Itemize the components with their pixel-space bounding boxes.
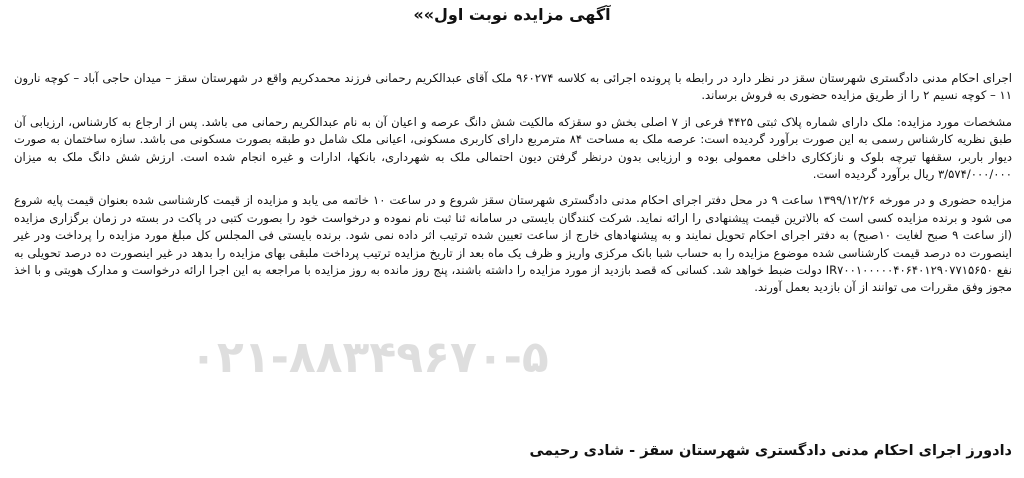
notice-signature: دادورز اجرای احکام مدنی دادگستری شهرستان سقز - شادی رحیمی [529,443,1012,459]
notice-body [14,70,1012,306]
notice-title: آگهی مزایده نوبت اول»» [413,5,611,24]
notice-paragraph-auction-terms: مزایده حضوری و در مورخه ۱۳۹۹/۱۲/۲۶ ساعت ۹ در محل دفتر اجرای احکام مدنی دادگستری شهرستان سقز شروع و در ساعت ۱۰ خاتمه می یابد و مزایده از قیمت کارشناسی شده بعنوان قیمت پایه شروع می شود و برنده مزایده کسی است که بالاترین قیمت پیشنهادی را ارائه نماید. شرکت کنندگان بایستی در سامانه ثنا ثبت نام نموده و درخواست خود را بصورت کتبی در پاکت در بسته در زمان برگزاری مزایده (از ساعت ۹ صبح لغایت ۱۰صبح) به دفتر اجرای احکام تحویل نمایند و به پیشنهادهای خارج از ساعت تعیین شده ترتیب اثر داده نمی شود. برنده بایستی فی المجلس کل مبلغ مورد مزایده را پرداخت ودر غیر اینصورت ده درصد قیمت کارشناسی شده موضوع مزایده را به حساب شبا بانک مرکزی واریز و ظرف یک ماه بعد از تاریخ مزایده ترتیب پرداخت ملبقی بهای مزایده را بدهد در غیر اینصورت ده درصد تحویلی به نفع IR۷۰۰۱۰۰۰۰۰۴۰۶۴۰۱۲۹۰۷۷۱۵۶۵۰ دولت ضبط خواهد شد. کسانی که قصد بازدید از مورد مزایده را داشته باشند، پنج روز مانده به روز مزایده با مراجعه به این اجرا ارائه درخواست و مدارک هویتی و با اخذ مجوز وفق مقررات می توانند از آن بازدید بعمل آورند. [14,193,1013,295]
notice-paragraph-intro: اجرای احکام مدنی دادگستری شهرستان سقز در نظر دارد در رابطه با پرونده اجرائی به کلاسه ۹۶۰۲۷۴ ملک آقای عبدالکریم رحمانی فرزند محمدکریم واقع در شهرستان سقز – میدان حاجی آباد – کوچه نارون ۱۱ – کوچه نسیم ۲ را از طریق مزایده حضوری به فروش برساند. [14,71,1012,103]
phone-watermark: ۰۲۱-۸۸۳۴۹۶۷۰-۵ [190,332,549,383]
notice-paragraph-property-details: مشخصات مورد مزایده: ملک دارای شماره پلاک ثبتی ۴۴۲۵ فرعی از ۷ اصلی بخش دو سقزکه مالکیت شش دانگ عرصه و اعیان آن به نام عبدالکریم رحمانی می باشد. پس از ارجاع به کارشناس، ارزیابی آن طبق نظریه کارشناس رسمی به این صورت برآورد گردیده است: عرصه ملک به مساحت ۸۴ مترمربع دارای کاربری مسکونی، اعیانی ملک شامل دو طبقه بصورت مسکونی می باشد. سازه ساختمان به صورت دیوار باربر، سقفها تیرچه بلوک و نازککاری داخلی معمولی بوده و ارزیابی بدون درنظر گرفتن دیون احتمالی ملک به شهرداری، بانکها، ادارات و غیره انجام شده است. ارزش شش دانگ ملک به میزان ۳/۵۷۴/۰۰۰/۰۰۰ ریال برآورد گردیده است. [14,114,1012,182]
